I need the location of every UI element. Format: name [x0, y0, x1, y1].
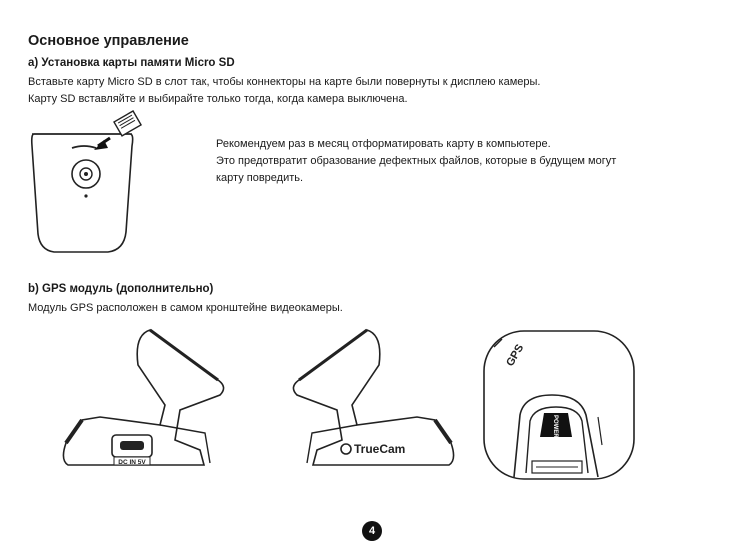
section-a-line-2: Карту SD вставляйте и выбирайте только тогда, когда камера выключена.: [28, 93, 408, 105]
section-b-text: Модуль GPS расположен в самом кронштейне видеокамеры.: [28, 302, 343, 314]
note-line-3: карту повредить.: [216, 172, 304, 184]
section-b-title: b) GPS модуль (дополнительно): [28, 283, 214, 295]
note-line-1: Рекомендуем раз в месяц отформатировать карту в компьютере.: [216, 138, 551, 150]
power-label: POWER: [552, 415, 558, 438]
port-label: DC IN 5V: [118, 459, 146, 466]
page-heading: Основное управление: [28, 33, 189, 49]
section-a-text: [28, 74, 540, 108]
brand-logo: TrueCam: [354, 442, 406, 456]
gps-mount-illustration: [480, 325, 640, 485]
section-a-line-1: Вставьте карту Micro SD в слот так, чтобы коннекторы на карте были повернуты к дисплею камеры.: [28, 76, 541, 88]
page-number: 4: [362, 521, 382, 541]
format-note: [216, 136, 616, 187]
bracket-right-illustration: [262, 325, 467, 475]
gps-label: GPS: [504, 342, 527, 369]
note-line-2: Это предотвратит образование дефектных файлов, которые в будущем могут: [216, 155, 617, 167]
section-a-title: a) Установка карты памяти Micro SD: [28, 57, 235, 69]
camera-sd-illustration: [26, 112, 151, 262]
bracket-left-illustration: [50, 325, 255, 475]
